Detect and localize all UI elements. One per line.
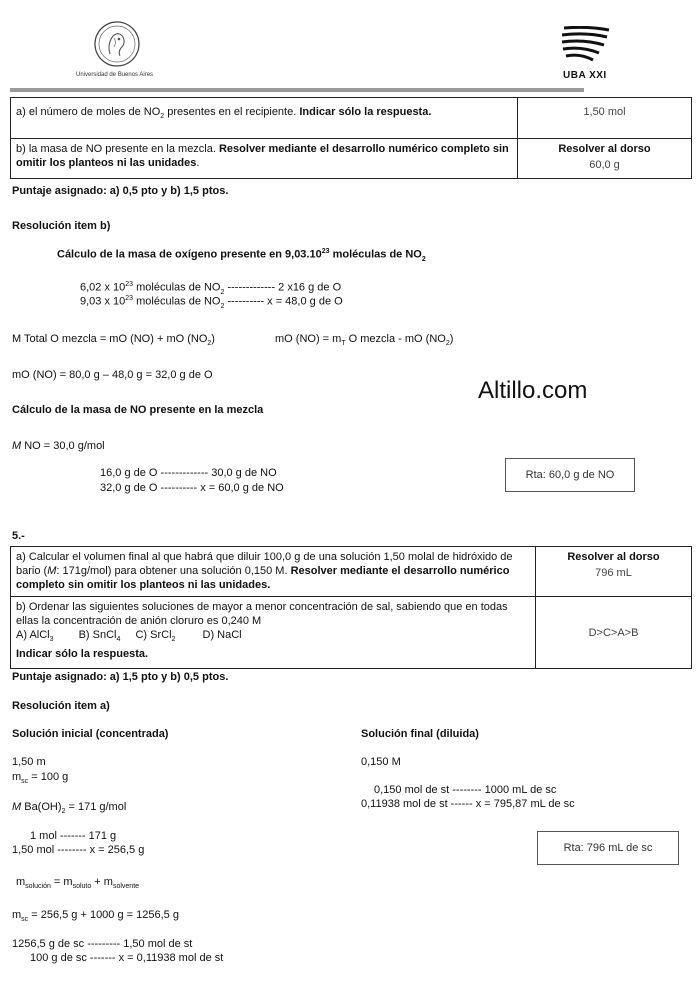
mo-no-equation: mO $(NO) = m_T$ O mezcla - mO $(NO_2)$ [275,333,454,348]
no-calc-line-2: 32,0 g de O ---------- x = 60,0 g de NO [100,482,284,494]
q4-table [10,97,692,179]
res-a-l1: 1,50 m [12,756,46,768]
rta-a-box [537,831,679,865]
q4-row-b-question: b) la masa de NO presente en la mezcla. Resolver mediante el desarrollo numérico completo sin omitir los planteos ni las unidades. [11,139,518,179]
q5-options: A) AlCl$_3$ B) SnCl$_4$ C) SrCl$_2$ D) NaCl [16,629,242,644]
q5-row-a-answer: Resolver al dorso 796 mL [536,547,692,597]
res-a-right-title: Solución final (diluida) [361,728,479,740]
q4-row-a-answer: 1,50 mol [518,98,692,139]
molar-mass-no: M NO = 30,0 g/mol [12,440,105,452]
res-a-l6: $m_{solución} = m_{soluto} + m_{solvente}$ [16,876,140,891]
res-a-r1: 0,150 M [361,756,401,768]
res-a-l3: M $Ba(OH)_2 = 171$ g/mol [12,801,127,816]
no-calc-line-1: 16,0 g de O ------------- 30,0 g de NO [100,467,277,479]
q4-row-b-answer: Resolver al dorso 60,0 g [518,139,692,179]
res-a-left-title: Solución inicial (concentrada) [12,728,169,740]
rta-a-text: Rta: 796 mL de sc [563,842,653,854]
res-a-r3: 0,11938 mol de st ------ x = 795,87 mL de sc [361,798,575,810]
calc-o-title: Cálculo de la masa de oxígeno presente en 9,03.10$^{23}$ moléculas de $NO_2$ [57,248,426,263]
res-a-l5: 1,50 mol -------- x = 256,5 g [12,844,145,856]
res-a-l9: 100 g de sc ------- x = 0,11938 mol de st [30,952,224,964]
q5-table [10,546,692,669]
uba-xxi-text: UBA XXI [563,70,607,81]
res-a-l4: 1 mol ------- 171 g [30,830,117,842]
res-a-r2: 0,150 mol de st -------- 1000 mL de sc [374,784,557,796]
res-b-title: Resolución item b) [12,220,111,232]
q5-number: 5.- [12,530,25,542]
calc-o-line-2: 9,03 x $10^{23}$ moléculas de $NO_2$ ---------- x = 48,0 g de O [80,295,343,310]
q5-row-a-question: a) Calcular el volumen final al que habrá que diluir 100,0 g de una solución 1,50 molal de hidróxido de bario (M: 171g/mol) para obtener una solución 0,150 M. Resolver mediante el desarrollo numérico completo sin omitir los planteos ni las unidades. [11,547,536,597]
header-rule [10,88,584,92]
q5-row-b-answer: D>C>A>B [536,597,692,669]
res-a-l8: 1256,5 g de sc --------- 1,50 mol de st [12,938,193,950]
mo-no-result: mO (NO) = 80,0 g – 48,0 g = 32,0 g de O [12,369,213,381]
watermark: Altillo.com [478,377,588,404]
res-a-l2: $m_{sc} = 100$ g [12,771,69,786]
uba-seal-logo [93,20,141,71]
uba-caption: Universidad de Buenos Aires [76,72,154,78]
q4-row-a-question: a) el número de moles de $NO_2$ presentes en el recipiente. Indicar sólo la respuesta. [11,98,518,139]
calc-o-line-1: 6,02 x $10^{23}$ moléculas de $NO_2$ ------------- 2 x16 g de O [80,281,342,296]
uba-xxi-logo [560,26,612,69]
q4-puntaje: Puntaje asignado: a) 0,5 pto y b) 1,5 ptos. [12,185,229,197]
q5-puntaje: Puntaje asignado: a) 1,5 pto y b) 0,5 ptos. [12,671,229,683]
rta-b-box [505,458,635,492]
rta-b-text: Rta: 60,0 g de NO [525,469,615,481]
mtotal-equation: M Total O mezcla = mO (NO) + mO $(NO_2)$ [12,333,215,348]
res-a-l7: $m_{sc} = 256,5$ g + 1000 g = 1256,5 g [12,909,179,924]
res-a-title: Resolución item a) [12,700,110,712]
calc-no-title: Cálculo de la masa de NO presente en la mezcla [12,404,264,416]
q5-row-b-question: b) Ordenar las siguientes soluciones de mayor a menor concentración de sal, sabiendo que en todas ellas la concentración de anión cloruro es 0,240 M A) AlCl$_3$ B) SnCl$_4$ C) SrCl$_2$ D) NaCl Indicar sólo la respuesta. [11,597,536,669]
